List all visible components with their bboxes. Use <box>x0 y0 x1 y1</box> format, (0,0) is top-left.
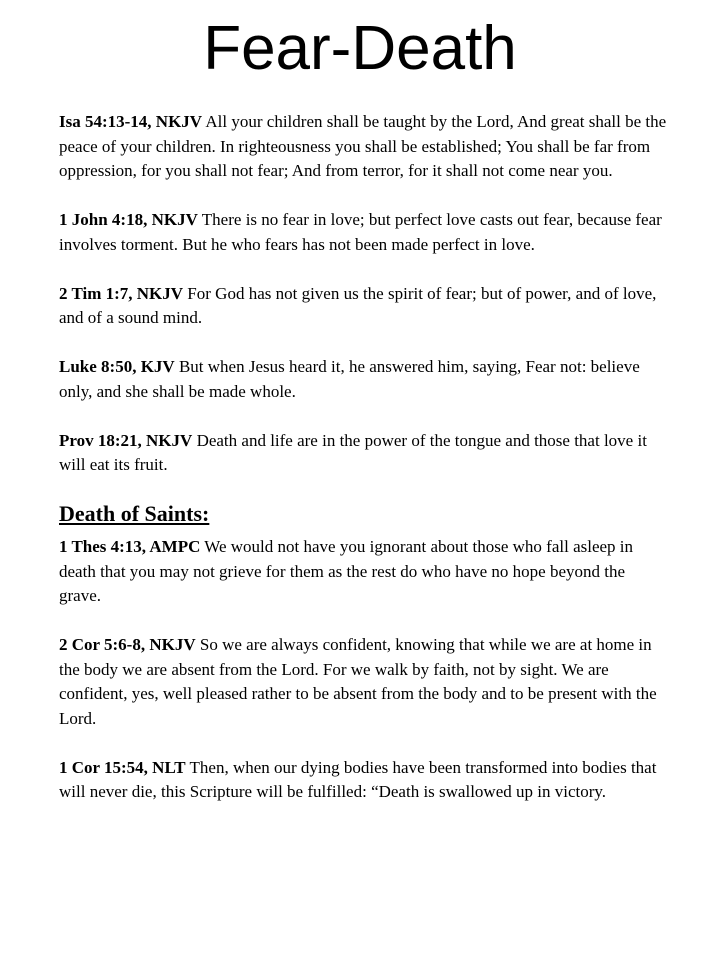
verse-text: We would not have you ignorant about those who fall asleep in death that you may not grieve for them as the rest do who have no hope beyond the grave. <box>59 537 634 605</box>
section-heading-death-of-saints: Death of Saints: <box>59 501 210 526</box>
verse-text: Then, when our dying bodies have been transformed into bodies that will never die, this Scripture will be fulfilled: “Death is swallowed up in victory. <box>59 757 657 801</box>
verse-reference: 1 John 4:18, NKJV <box>59 210 198 229</box>
verse-reference: Prov 18:21, NKJV <box>59 430 193 450</box>
verse-prov-18 <box>59 429 670 478</box>
verse-text: Death and life are in the power of the tongue and those that love it will eat its fruit. <box>59 430 647 474</box>
verse-reference: 1 Thes 4:13, AMPC <box>59 537 201 556</box>
verse-text: All your children shall be taught by the Lord, And great shall be the peace of your children. In righteousness you shall be established; You shall be far from oppression, for you shall not fear; And from terror, for it shall not come near you. <box>59 112 667 180</box>
verse-reference: 1 Cor 15:54, NLT <box>59 757 186 777</box>
verse-isa-54 <box>59 110 670 184</box>
verse-text: For God has not given us the spirit of fear; but of power, and of love, and of a sound mind. <box>59 283 657 327</box>
verse-reference: Luke 8:50, KJV <box>59 357 175 376</box>
verse-reference: Isa 54:13-14, NKJV <box>59 112 203 131</box>
page-title: Fear-Death <box>203 14 517 83</box>
verse-luke-8 <box>59 355 670 404</box>
verse-1-thes-4 <box>59 535 670 609</box>
verse-1-john-4 <box>59 208 670 257</box>
verse-reference: 2 Tim 1:7, NKJV <box>59 283 184 303</box>
verse-1-cor-15 <box>59 756 670 805</box>
verse-2-tim-1 <box>59 282 670 331</box>
verse-2-cor-5 <box>59 633 670 731</box>
document-body <box>59 110 670 829</box>
verse-reference: 2 Cor 5:6-8, NKJV <box>59 635 196 654</box>
verse-text: There is no fear in love; but perfect love casts out fear, because fear involves torment. But he who fears has not been made perfect in love. <box>59 210 662 254</box>
verse-text: So we are always confident, knowing that while we are at home in the body we are absent from the Lord. For we walk by faith, not by sight. We are confident, yes, well pleased rather to be absent from the body and to be present with the Lord. <box>59 635 657 728</box>
verse-text: But when Jesus heard it, he answered him, saying, Fear not: believe only, and she shall be made whole. <box>59 357 640 401</box>
